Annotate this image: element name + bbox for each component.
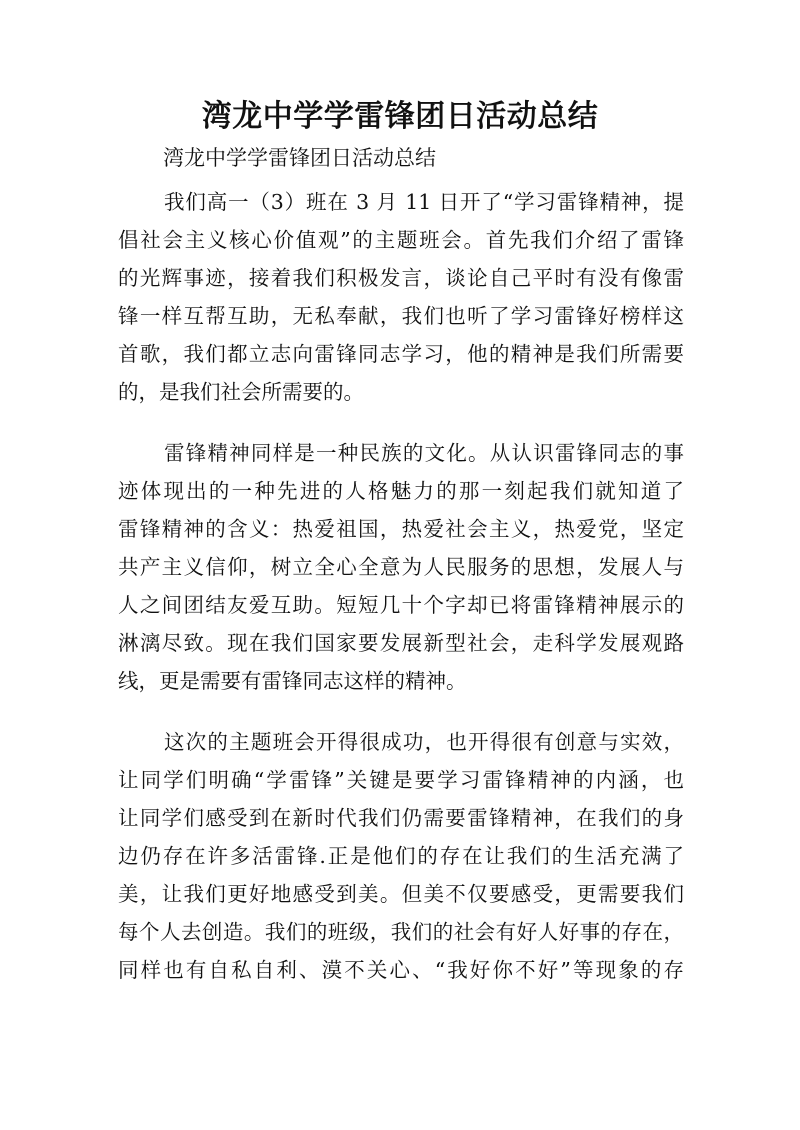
document-subtitle: 湾龙中学学雷锋团日活动总结	[163, 146, 436, 170]
paragraph-2	[118, 434, 684, 700]
paragraph-line: 边仍存在许多活雷锋.正是他们的存在让我们的生活充满了	[118, 844, 684, 868]
paragraph-line: 首歌，我们都立志向雷锋同志学习，他的精神是我们所需要	[118, 342, 684, 366]
paragraph-line: 的光辉事迹，接着我们积极发言，谈论自己平时有没有像雷	[118, 266, 684, 290]
paragraph-line: 我们高一（3）班在 3 月 11 日开了“学习雷锋精神，提	[164, 190, 684, 214]
paragraph-line: 让同学们感受到在新时代我们仍需要雷锋精神，在我们的身	[118, 806, 684, 830]
paragraph-line: 美，让我们更好地感受到美。但美不仅要感受，更需要我们	[118, 882, 684, 906]
paragraph-line: 迹体现出的一种先进的人格魅力的那一刻起我们就知道了	[118, 479, 684, 503]
paragraph-line: 共产主义信仰，树立全心全意为人民服务的思想，发展人与	[118, 555, 684, 579]
paragraph-line: 的，是我们社会所需要的。	[118, 380, 364, 404]
paragraph-line: 人之间团结友爱互助。短短几十个字却已将雷锋精神展示的	[118, 593, 684, 617]
paragraph-line: 倡社会主义核心价值观”的主题班会。首先我们介绍了雷锋	[118, 228, 684, 252]
paragraph-line: 每个人去创造。我们的班级，我们的社会有好人好事的存在，	[118, 920, 684, 944]
paragraph-line: 让同学们明确“学雷锋”关键是要学习雷锋精神的内涵，也	[118, 768, 684, 792]
paragraph-line: 锋一样互帮互助，无私奉献，我们也听了学习雷锋好榜样这	[118, 304, 684, 328]
paragraph-line: 淋漓尽致。现在我们国家要发展新型社会，走科学发展观路	[118, 631, 684, 655]
paragraph-line: 线，更是需要有雷锋同志这样的精神。	[118, 669, 467, 693]
paragraph-line: 这次的主题班会开得很成功，也开得很有创意与实效，	[164, 730, 684, 754]
paragraph-line: 同样也有自私自利、漠不关心、“我好你不好”等现象的存	[118, 958, 684, 982]
document-title: 湾龙中学学雷锋团日活动总结	[201, 99, 599, 134]
paragraph-1	[118, 183, 684, 411]
paragraph-3	[118, 723, 684, 989]
paragraph-line: 雷锋精神的含义：热爱祖国，热爱社会主义，热爱党，坚定	[118, 517, 684, 541]
paragraph-line: 雷锋精神同样是一种民族的文化。从认识雷锋同志的事	[164, 441, 684, 465]
